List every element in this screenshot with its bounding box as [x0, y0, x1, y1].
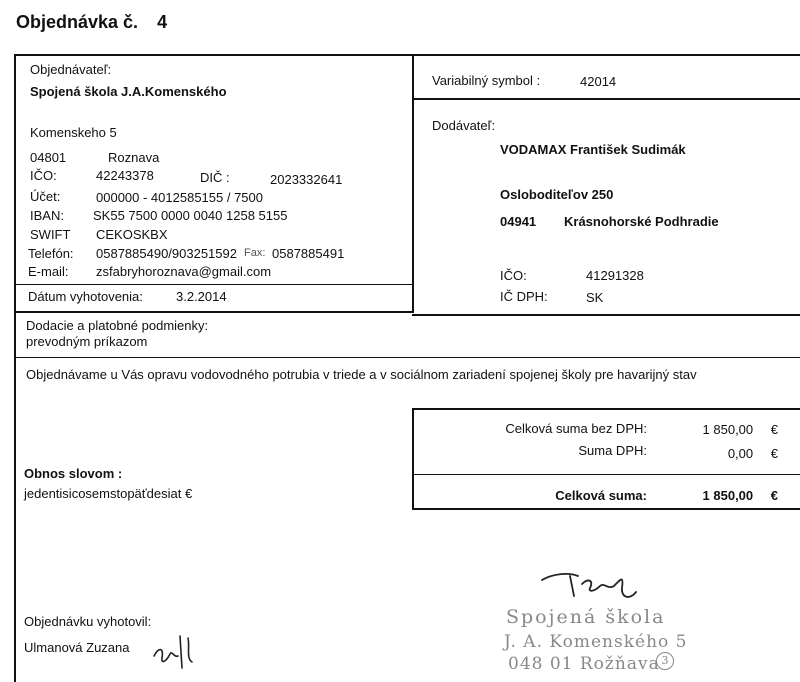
stamp-line-1: Spojená škola [506, 606, 666, 628]
delivery-value: prevodným príkazom [26, 334, 148, 349]
variable-symbol-value: 42014 [580, 74, 617, 89]
buyer-street: Komenskeho 5 [30, 125, 117, 140]
grand-total-currency: € [770, 488, 778, 503]
issue-date-label: Dátum vyhotovenia: [28, 289, 143, 304]
net-total-amount: 1 850,00 [702, 422, 754, 437]
buyer-email[interactable]: zsfabryhoroznava@gmail.com [96, 264, 272, 279]
net-total-currency: € [770, 422, 778, 437]
frame-date-bottom [16, 311, 414, 313]
totals-box-left [412, 408, 414, 510]
buyer-label: Objednávateľ: [30, 62, 112, 77]
preparer-signature [150, 628, 198, 674]
supplier-ico: 41291328 [586, 268, 644, 283]
stamp-mark: 3 [656, 652, 674, 670]
vat-value [728, 446, 778, 461]
in-words-value: jedentisicosemstopäťdesiat € [24, 486, 193, 501]
order-title [16, 12, 167, 33]
buyer-fax-label: Fax: [244, 247, 266, 259]
buyer-swift-label: SWIFT [30, 227, 71, 242]
totals-box-top [412, 408, 800, 410]
supplier-label: Dodávateľ: [432, 118, 496, 133]
supplier-icdph-label: IČ DPH: [500, 289, 548, 304]
vat-amount: 0,00 [727, 446, 754, 461]
buyer-phone: 0587885490/903251592 [96, 246, 237, 261]
totals-box-bottom [412, 508, 800, 510]
buyer-dic: 2023332641 [270, 172, 343, 187]
buyer-ico: 42243378 [96, 168, 154, 183]
buyer-fax: 0587885491 [272, 246, 345, 261]
stamp-line-2: J. A. Komenského 5 [504, 632, 688, 652]
supplier-icdph: SK [586, 290, 604, 305]
order-description: Objednávame u Vás opravu vodovodného potrubia v triede a v sociálnom zariadení spojenej školy pre havarijný stav [26, 367, 697, 382]
vat-label: Suma DPH: [578, 443, 647, 458]
buyer-zip: 04801 [30, 150, 67, 165]
supplier-city: Krásnohorské Podhradie [564, 214, 719, 229]
delivery-label: Dodacie a platobné podmienky: [26, 318, 209, 333]
frame-top [14, 54, 800, 56]
buyer-email-label: E-mail: [28, 264, 69, 279]
totals-box-divider [414, 474, 800, 475]
net-total-label: Celková suma bez DPH: [505, 421, 647, 436]
buyer-iban: SK55 7500 0000 0040 1258 5155 [93, 208, 288, 223]
supplier-street: Osloboditeľov 250 [500, 187, 614, 202]
prepared-by-label: Objednávku vyhotovil: [24, 614, 152, 629]
frame-variable-symbol-bottom [412, 98, 800, 100]
frame-divider-vertical [412, 56, 414, 312]
issue-date-value: 3.2.2014 [176, 289, 227, 304]
grand-total-label: Celková suma: [555, 488, 647, 503]
buyer-city: Roznava [108, 150, 160, 165]
grand-total-value [703, 488, 778, 503]
buyer-name: Spojená škola J.A.Komenského [30, 84, 227, 99]
supplier-ico-label: IČO: [500, 268, 527, 283]
buyer-dic-label: DIČ : [200, 170, 230, 185]
net-total-value [703, 422, 778, 437]
buyer-swift: CEKOSKBX [96, 227, 168, 242]
buyer-account-label: Účet: [30, 189, 61, 204]
frame-left [14, 54, 16, 682]
stamp-line-3: 048 01 Rožňava [508, 654, 660, 674]
vat-currency: € [770, 446, 778, 461]
buyer-ico-label: IČO: [30, 168, 57, 183]
frame-date-top [16, 284, 414, 285]
frame-supplier-bottom [412, 314, 800, 316]
supplier-name: VODAMAX František Sudimák [500, 142, 686, 157]
prepared-by-name: Ulmanová Zuzana [24, 640, 130, 655]
frame-delivery-bottom [16, 357, 800, 358]
director-signature [538, 566, 648, 610]
buyer-phone-label: Telefón: [28, 246, 74, 261]
buyer-account: 000000 - 4012585155 / 7500 [96, 190, 263, 205]
in-words-label: Obnos slovom : [24, 466, 123, 481]
order-number: 4 [157, 12, 168, 32]
supplier-zip: 04941 [500, 214, 537, 229]
order-title-label: Objednávka č. [16, 12, 139, 32]
buyer-iban-label: IBAN: [30, 208, 64, 223]
variable-symbol-label: Variabilný symbol : [432, 73, 541, 88]
grand-total-amount: 1 850,00 [702, 488, 754, 503]
